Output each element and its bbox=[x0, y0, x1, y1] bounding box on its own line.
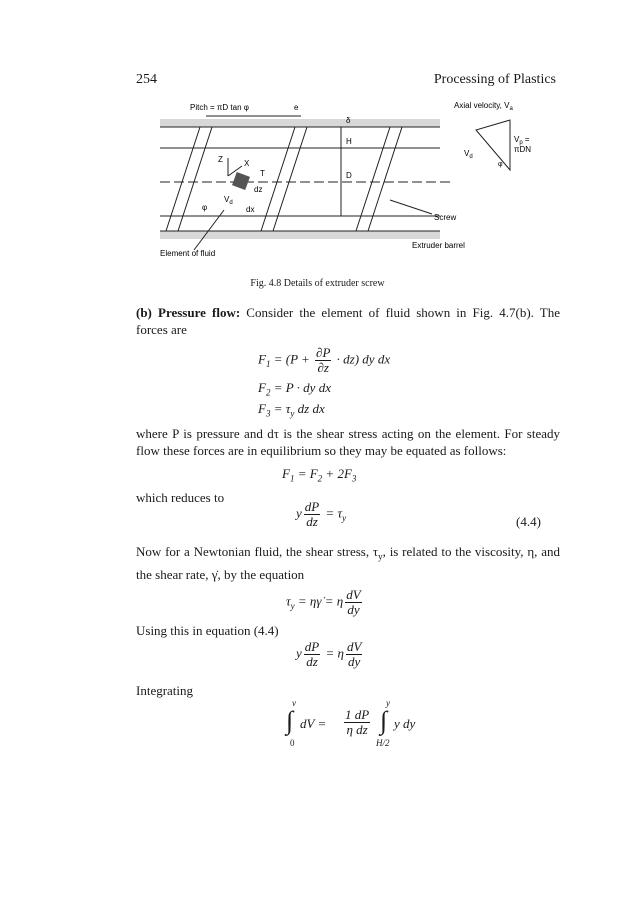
screw-leader bbox=[390, 200, 432, 214]
z-label: Z bbox=[218, 155, 223, 164]
x-label: X bbox=[244, 159, 250, 168]
h-label: H bbox=[346, 137, 352, 146]
equation-using: y $\frac{dP}{dz}$ = η $\frac{dV}{dy}$ bbox=[296, 639, 362, 669]
section-heading: (b) Pressure flow: bbox=[136, 305, 241, 320]
element-label: Element of fluid bbox=[160, 249, 216, 258]
flight-1 bbox=[166, 127, 212, 231]
screw-label: Screw bbox=[434, 213, 457, 222]
dx-label: dx bbox=[246, 205, 255, 214]
extruder-screw-figure bbox=[150, 96, 560, 276]
flight-2 bbox=[261, 127, 307, 231]
reduces-text: which reduces to bbox=[136, 490, 225, 505]
equation-f3: $F_3 = \tau_y$ dz dx bbox=[258, 401, 325, 419]
barrel-top-band bbox=[160, 119, 440, 127]
section-intro: Consider the element of fluid shown in Fig. 4.7(b). The forces are bbox=[136, 305, 560, 337]
equation-f2: $F_2 = P$ · dy dx bbox=[258, 380, 331, 398]
vd-label: $V_d$ bbox=[224, 195, 233, 206]
pitch-label: Pitch = πD tan φ bbox=[190, 103, 249, 112]
equation-balance: $F_1 = F_2 + 2F_3$ bbox=[282, 466, 357, 484]
figure-caption: Fig. 4.8 Details of extruder screw bbox=[250, 278, 385, 289]
page-number: 254 bbox=[136, 72, 157, 87]
e-label: e bbox=[294, 103, 299, 112]
figure-svg bbox=[150, 96, 560, 276]
axial-velocity-label: Axial velocity, $V_a$ bbox=[454, 101, 513, 112]
t-label: T bbox=[260, 169, 265, 178]
vp-label: $V_p$ = bbox=[514, 135, 530, 146]
d-label: D bbox=[346, 171, 352, 180]
running-title: Processing of Plastics bbox=[433, 72, 556, 87]
barrel-bottom-band bbox=[160, 231, 440, 239]
vd-tri-label: $V_d$ bbox=[464, 149, 473, 160]
equation-f1: $F_1 = (P$ + $\frac{\partial P}{\partial z}$ · dz) dy dx bbox=[258, 345, 391, 375]
equation-integral: v ∫ 0 dV = $\frac{1 dP}{\text{η dz}}$ y ∫ H/2 y dy bbox=[286, 698, 416, 748]
equation-number: (4.4) bbox=[516, 514, 541, 529]
dz-label: dz bbox=[254, 185, 263, 194]
phi-tri-label: φ bbox=[498, 161, 503, 168]
barrel-label: Extruder barrel bbox=[412, 241, 465, 250]
newtonian-paragraph: Now for a Newtonian fluid, the shear stress, $\tau_y$, is related to the viscosity, η, and the shear rate, γ̇, by the equation bbox=[136, 544, 560, 582]
where-paragraph: where P is pressure and dτ is the shear stress acting on the element. For steady flow these forces are in equilibrium so they may be equated as follows: bbox=[136, 426, 560, 458]
velocity-triangle bbox=[476, 120, 510, 170]
delta-label: δ bbox=[346, 116, 351, 125]
pidn-label: πDN bbox=[514, 145, 532, 154]
equation-4-4: y $\frac{dP}{dz}$ = $\tau_y$ bbox=[296, 499, 347, 529]
fluid-element bbox=[232, 172, 250, 190]
integrating-text: Integrating bbox=[136, 683, 194, 698]
equation-tau: $\tau_y$ = ηγ̇ = η $\frac{dV}{dy}$ bbox=[286, 587, 361, 617]
page-header bbox=[136, 72, 556, 90]
phi-label: φ bbox=[202, 203, 208, 212]
section-paragraph bbox=[136, 304, 560, 338]
flight-3 bbox=[356, 127, 402, 231]
using-text: Using this in equation (4.4) bbox=[136, 623, 279, 638]
